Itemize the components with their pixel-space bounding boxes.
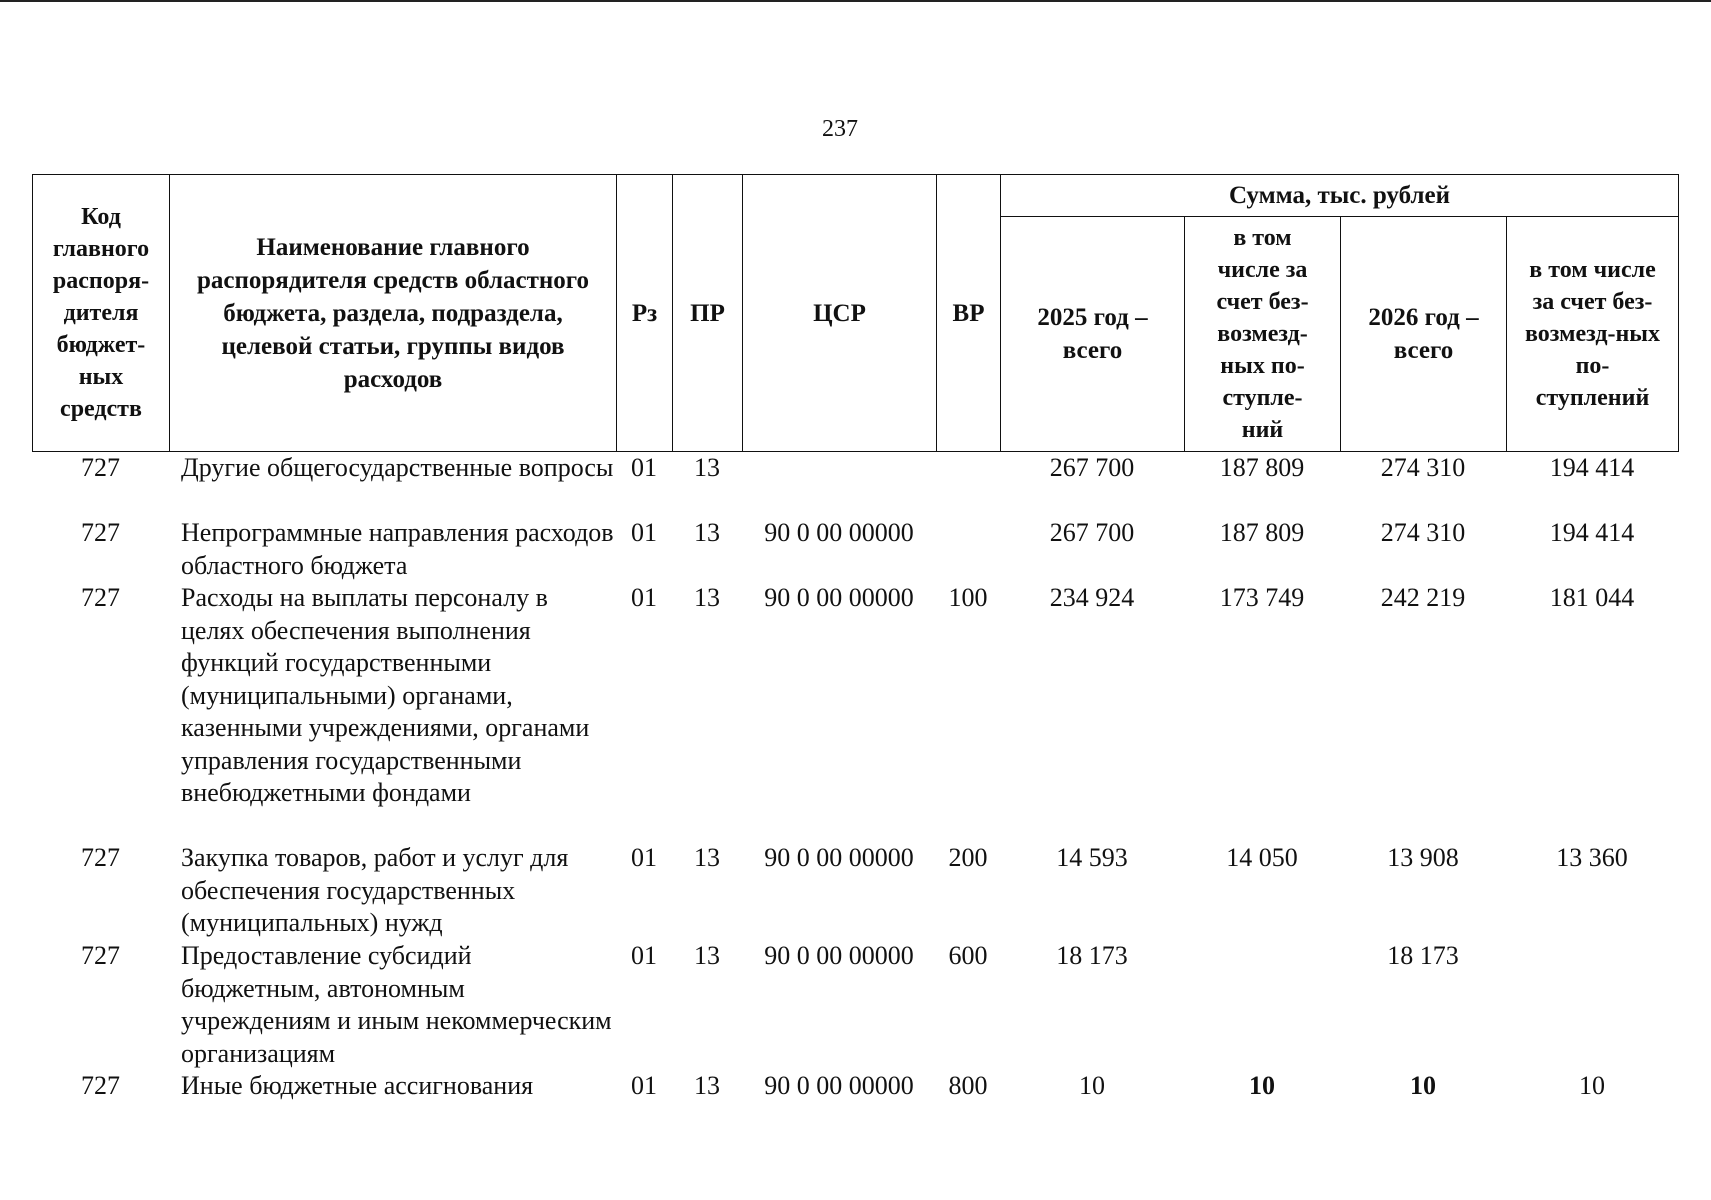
header-2025-grants: в том числе за счет без-возмезд-ных по-ступле-ний: [1185, 217, 1341, 452]
row-2026-total: 18 173: [1387, 941, 1459, 970]
row-csr: 90 0 00 00000: [764, 518, 914, 547]
row-name: Иные бюджетные ассигнования: [181, 1071, 534, 1100]
row-code: 727: [81, 1071, 120, 1100]
row-2026-grants: 181 044: [1549, 583, 1635, 612]
table-header: [32, 174, 1679, 452]
row-rz: 01: [631, 941, 657, 970]
row-2025-grants: 187 809: [1219, 518, 1305, 547]
row-code: 727: [81, 453, 120, 482]
table-body: [32, 452, 1678, 1110]
row-2026-total: 242 219: [1380, 583, 1466, 612]
row-2025-total: 267 700: [1049, 518, 1135, 547]
row-2025-total: 14 593: [1056, 843, 1128, 872]
table-row: [32, 517, 1678, 582]
table-row: [32, 452, 1678, 517]
row-2025-grants: 187 809: [1219, 453, 1305, 482]
row-pr: 13: [694, 941, 720, 970]
row-vr: 600: [948, 941, 988, 970]
row-2025-grants: 14 050: [1226, 843, 1298, 872]
header-name: Наименование главного распорядителя средств областного бюджета, раздела, подраздела, целевой статьи, группы видов расходов: [170, 175, 617, 452]
row-name: Другие общегосударственные вопросы: [181, 453, 614, 482]
row-code: 727: [81, 518, 120, 547]
header-sum: Сумма, тыс. рублей: [1001, 175, 1679, 217]
row-csr: 90 0 00 00000: [764, 583, 914, 612]
row-vr: 100: [948, 583, 988, 612]
row-vr: 800: [948, 1071, 988, 1100]
row-vr: [936, 517, 1000, 582]
row-2025-total: 18 173: [1056, 941, 1128, 970]
header-2026-total: 2026 год – всего: [1341, 217, 1507, 452]
row-2025-total: 10: [1079, 1071, 1105, 1100]
header-pr: ПР: [673, 175, 743, 452]
row-rz: 01: [631, 518, 657, 547]
row-2026-total: 13 908: [1387, 843, 1459, 872]
row-2025-total: 267 700: [1049, 453, 1135, 482]
row-rz: 01: [631, 583, 657, 612]
row-pr: 13: [694, 453, 720, 482]
row-2026-total: 274 310: [1380, 518, 1466, 547]
row-2026-grants: 10: [1579, 1071, 1605, 1100]
row-code: 727: [81, 583, 120, 612]
row-csr: 90 0 00 00000: [764, 941, 914, 970]
row-csr: 90 0 00 00000: [764, 1071, 914, 1100]
table-row: [32, 940, 1678, 1070]
row-2026-grants: [1506, 940, 1678, 1070]
row-pr: 13: [694, 583, 720, 612]
row-code: 727: [81, 843, 120, 872]
row-pr: 13: [694, 518, 720, 547]
row-rz: 01: [631, 843, 657, 872]
row-2025-grants: 173 749: [1219, 583, 1305, 612]
table-row: [32, 1070, 1678, 1110]
row-name: Непрограммные направления расходов областного бюджета: [181, 518, 614, 580]
row-pr: 13: [694, 1071, 720, 1100]
row-2025-total: 234 924: [1049, 583, 1135, 612]
row-rz: 01: [631, 453, 657, 482]
page-number: 237: [822, 116, 858, 142]
row-2025-grants: 10: [1249, 1071, 1275, 1100]
top-rule: [0, 0, 1711, 2]
header-csr: ЦСР: [743, 175, 937, 452]
table-row: [32, 582, 1678, 842]
row-csr: [742, 452, 936, 517]
row-csr: 90 0 00 00000: [764, 843, 914, 872]
row-pr: 13: [694, 843, 720, 872]
header-code: Код главного распоря-дителя бюджет-ных средств: [33, 175, 170, 452]
header-2025-total: 2025 год – всего: [1001, 217, 1185, 452]
row-2026-total: 274 310: [1380, 453, 1466, 482]
row-code: 727: [81, 941, 120, 970]
table-row: [32, 842, 1678, 940]
row-2026-grants: 194 414: [1549, 453, 1635, 482]
row-2026-grants: 194 414: [1549, 518, 1635, 547]
row-name: Расходы на выплаты персоналу в целях обеспечения выполнения функций государственными (муниципальными) органами, казенными учреждениями, органами управления государственными внебюджетными фондами: [181, 583, 590, 807]
row-name: Закупка товаров, работ и услуг для обеспечения государственных (муниципальных) нужд: [181, 843, 569, 937]
row-vr: 200: [948, 843, 988, 872]
header-rz: Рз: [617, 175, 673, 452]
row-vr: [936, 452, 1000, 517]
row-rz: 01: [631, 1071, 657, 1100]
row-2026-total: 10: [1410, 1071, 1436, 1100]
row-2025-grants: [1184, 940, 1340, 1070]
row-name: Предоставление субсидий бюджетным, автономным учреждениям и иным некоммерческим организациям: [181, 941, 612, 1068]
header-vr: ВР: [937, 175, 1001, 452]
row-2026-grants: 13 360: [1556, 843, 1628, 872]
header-2026-grants: в том числе за счет без-возмезд-ных по-ступлений: [1507, 217, 1679, 452]
